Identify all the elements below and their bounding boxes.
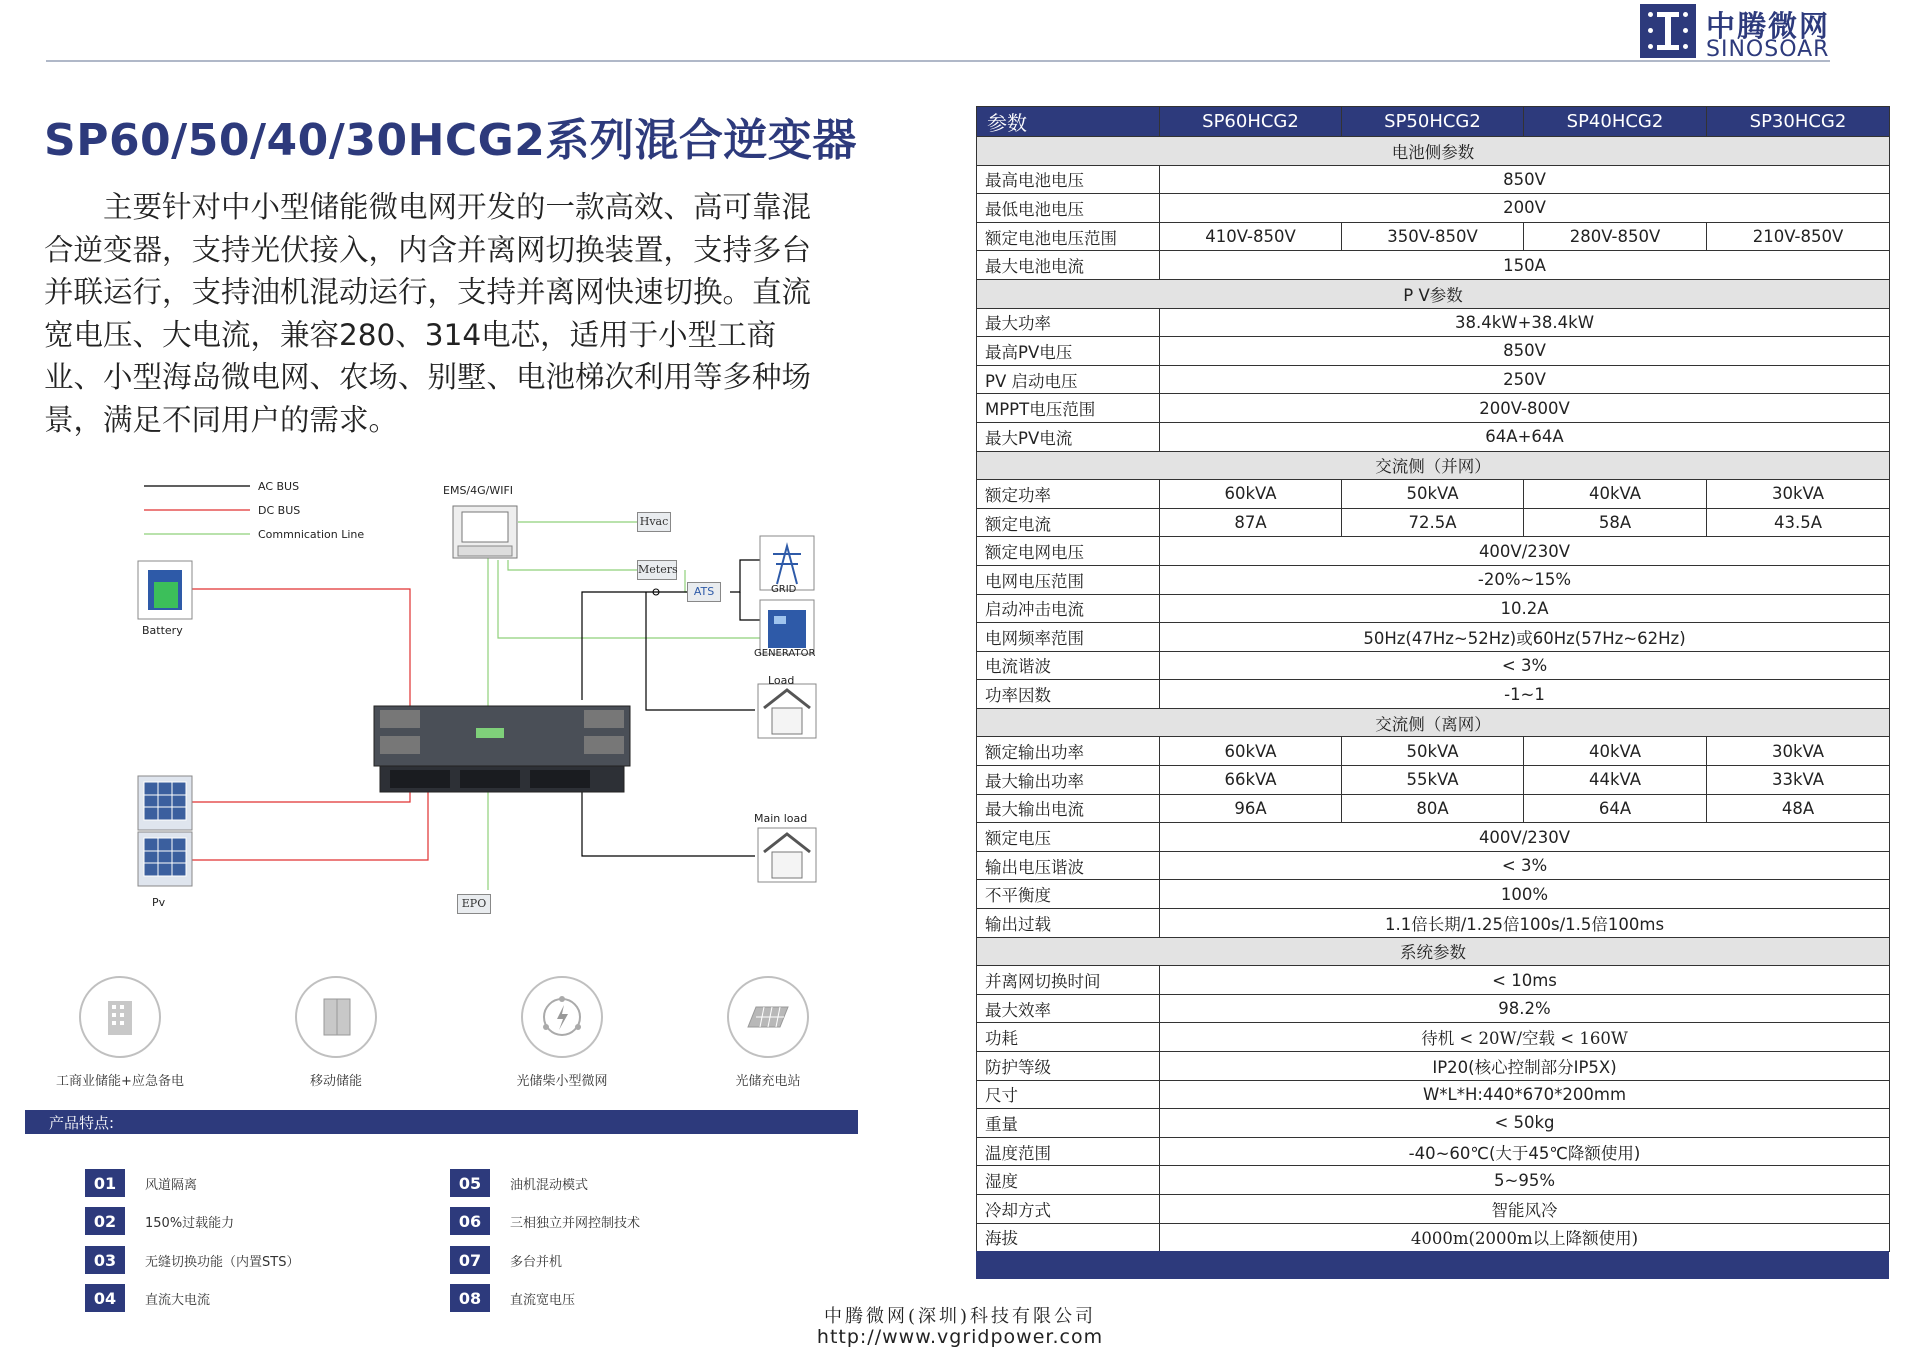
feature-label: 无缝切换功能（内置STS） [145, 1254, 300, 1270]
section-title: 交流侧（并网） [977, 451, 1890, 480]
spec-row [977, 251, 1890, 280]
spec-label: 最大输出功率 [977, 766, 1160, 795]
spec-label: 最大功率 [977, 308, 1160, 337]
spec-value: 50Hz(47Hz~52Hz)或60Hz(57Hz~62Hz) [1160, 623, 1890, 652]
main-load-label: Main load [754, 812, 808, 825]
spec-value: 40kVA [1524, 480, 1707, 509]
spec-value: 210V-850V [1707, 222, 1890, 251]
spec-value: < 3% [1160, 851, 1890, 880]
spec-value: 10.2A [1160, 594, 1890, 623]
feature-number: 07 [450, 1246, 490, 1274]
spec-label: 输出电压谐波 [977, 851, 1160, 880]
feature-label: 直流大电流 [145, 1292, 211, 1308]
spec-label: 额定电压 [977, 823, 1160, 852]
spec-value: 200V-800V [1160, 394, 1890, 423]
spec-label: 电网电压范围 [977, 565, 1160, 594]
spec-value: -20%~15% [1160, 565, 1890, 594]
application-mobile [216, 976, 456, 1089]
spec-row [977, 222, 1890, 251]
diagram-wiring [110, 470, 830, 920]
cabinet-icon [295, 976, 377, 1058]
spec-row [977, 1023, 1890, 1052]
feature-number: 03 [85, 1246, 125, 1274]
battery-label: Battery [142, 624, 183, 637]
brand-name-cn: 中腾微网 [1706, 9, 1831, 43]
spec-label: 温度范围 [977, 1137, 1160, 1166]
section-title: 系统参数 [977, 937, 1890, 966]
spec-label: 功率因数 [977, 680, 1160, 709]
spec-value: -40~60℃(大于45℃降额使用) [1160, 1137, 1890, 1166]
feature-label: 三相独立并网控制技术 [510, 1215, 641, 1231]
header-param: 参数 [977, 107, 1160, 137]
spec-row [977, 823, 1890, 852]
spec-value: 87A [1160, 508, 1342, 537]
spec-row [977, 966, 1890, 995]
spec-row [977, 194, 1890, 223]
spec-row [977, 394, 1890, 423]
application-microgrid [442, 976, 682, 1089]
feature-label: 油机混动模式 [510, 1177, 589, 1193]
spec-value: 待机 < 20W/空载 < 160W [1160, 1023, 1890, 1052]
spec-row [977, 1109, 1890, 1138]
spec-label: 电流谐波 [977, 651, 1160, 680]
spec-label: 并离网切换时间 [977, 966, 1160, 995]
spec-value: 60kVA [1160, 737, 1342, 766]
spec-label: 最大输出电流 [977, 794, 1160, 823]
spec-label: 重量 [977, 1109, 1160, 1138]
spec-row [977, 1223, 1890, 1252]
spec-label: 输出过载 [977, 909, 1160, 938]
feature-label: 150%过载能力 [145, 1215, 235, 1231]
load-label: Load [768, 674, 795, 687]
spec-row [977, 994, 1890, 1023]
spec-row [977, 794, 1890, 823]
feature-number: 08 [450, 1284, 490, 1312]
spec-value: 40kVA [1524, 737, 1707, 766]
spec-value: 350V-850V [1342, 222, 1524, 251]
spec-label: 最大PV电流 [977, 422, 1160, 451]
spec-table-header [977, 107, 1890, 137]
feature-number: 06 [450, 1207, 490, 1235]
header-model: SP40HCG2 [1524, 107, 1707, 137]
spec-value: 410V-850V [1160, 222, 1342, 251]
page-title: SP60/50/40/30HCG2系列混合逆变器 [44, 115, 857, 166]
spec-value: 80A [1342, 794, 1524, 823]
legend-ac-bus: AC BUS [258, 480, 300, 493]
spec-value: 200V [1160, 194, 1890, 223]
spec-label: 启动冲击电流 [977, 594, 1160, 623]
section-title: P V参数 [977, 279, 1890, 308]
logo-mark-icon [1640, 4, 1696, 58]
spec-value: 5~95% [1160, 1166, 1890, 1195]
spec-label: 额定电网电压 [977, 537, 1160, 566]
spec-label: 最高PV电压 [977, 337, 1160, 366]
feature-item [450, 1169, 588, 1197]
feature-label: 直流宽电压 [510, 1292, 576, 1308]
spec-label: 电网频率范围 [977, 623, 1160, 652]
application-charging [648, 976, 888, 1089]
spec-row [977, 909, 1890, 938]
feature-label: 多台并机 [510, 1254, 563, 1270]
system-diagram [110, 470, 830, 920]
table-footer-bar [976, 1251, 1889, 1279]
spec-value: 50kVA [1342, 480, 1524, 509]
spec-value: 280V-850V [1524, 222, 1707, 251]
pv-label: Pv [152, 896, 166, 909]
hvac-box: Hvac [637, 512, 671, 532]
spec-value: 250V [1160, 365, 1890, 394]
spec-value: 43.5A [1707, 508, 1890, 537]
spec-label: 最高电池电压 [977, 165, 1160, 194]
product-description: 主要针对中小型储能微电网开发的一款高效、高可靠混合逆变器，支持光伏接入，内含并离网切换装置，支持多台并联运行，支持油机混动运行，支持并离网快速切换。直流宽电压、大电流，兼容280、314电芯，适用于小型工商业、小型海岛微电网、农场、别墅、电池梯次利用等多种场景，满足不同用户的需求。 [44, 190, 812, 437]
spec-row [977, 1166, 1890, 1195]
header-divider [46, 60, 1830, 62]
brand-name-en: SINOSOAR [1706, 37, 1830, 62]
spec-row [977, 651, 1890, 680]
spec-value: 1.1倍长期/1.25倍100s/1.5倍100ms [1160, 909, 1890, 938]
spec-row [977, 1137, 1890, 1166]
generator-label: GENERATOR [754, 648, 816, 659]
feature-item [85, 1169, 197, 1197]
spec-value: 38.4kW+38.4kW [1160, 308, 1890, 337]
spec-label: 额定电池电压范围 [977, 222, 1160, 251]
spec-value: 30kVA [1707, 480, 1890, 509]
spec-label: 冷却方式 [977, 1194, 1160, 1223]
spec-value: 44kVA [1524, 766, 1707, 795]
spec-value: 850V [1160, 337, 1890, 366]
spec-label: 功耗 [977, 1023, 1160, 1052]
epo-box: EPO [457, 894, 491, 914]
spec-value: 66kVA [1160, 766, 1342, 795]
spec-label: 额定输出功率 [977, 737, 1160, 766]
spec-value: 50kVA [1342, 737, 1524, 766]
spec-label: 最大电池电流 [977, 251, 1160, 280]
ats-box: ATS [687, 582, 721, 602]
spec-value: 96A [1160, 794, 1342, 823]
features-title: 产品特点: [49, 1114, 115, 1132]
spec-value: 64A [1524, 794, 1707, 823]
spec-table [976, 106, 1890, 1252]
spec-row [977, 308, 1890, 337]
feature-number: 01 [85, 1169, 125, 1197]
application-commercial [0, 976, 240, 1089]
spec-row [977, 766, 1890, 795]
spec-label: 额定功率 [977, 480, 1160, 509]
feature-label: 风道隔离 [145, 1177, 198, 1193]
spec-value: 55kVA [1342, 766, 1524, 795]
spec-value: W*L*H:440*670*200mm [1160, 1080, 1890, 1109]
spec-row [977, 623, 1890, 652]
feature-number: 04 [85, 1284, 125, 1312]
spec-value: < 50kg [1160, 1109, 1890, 1138]
grid-label: GRID [771, 584, 797, 595]
section-row [977, 279, 1890, 308]
solar-panel-icon [727, 976, 809, 1058]
spec-row [977, 1194, 1890, 1223]
header-model: SP30HCG2 [1707, 107, 1890, 137]
spec-value: < 3% [1160, 651, 1890, 680]
application-label: 工商业储能+应急备电 [56, 1074, 184, 1089]
section-title: 电池侧参数 [977, 137, 1890, 166]
meters-box: Meters [637, 560, 677, 580]
spec-label: PV 启动电压 [977, 365, 1160, 394]
legend-dc-bus: DC BUS [258, 504, 301, 517]
features-header-bar [25, 1110, 858, 1134]
spec-value: < 10ms [1160, 966, 1890, 995]
feature-item [450, 1207, 640, 1235]
spec-row [977, 594, 1890, 623]
spec-row [977, 1080, 1890, 1109]
spec-value: 30kVA [1707, 737, 1890, 766]
feature-number: 05 [450, 1169, 490, 1197]
spec-value: IP20(核心控制部分IP5X) [1160, 1052, 1890, 1081]
spec-value: 400V/230V [1160, 823, 1890, 852]
spec-row [977, 365, 1890, 394]
header-model: SP60HCG2 [1160, 107, 1342, 137]
spec-row [977, 851, 1890, 880]
spec-value: 150A [1160, 251, 1890, 280]
application-label: 光储柴小型微网 [516, 1074, 608, 1089]
feature-number: 02 [85, 1207, 125, 1235]
section-row [977, 451, 1890, 480]
spec-value: 100% [1160, 880, 1890, 909]
spec-label: 最大效率 [977, 994, 1160, 1023]
section-row [977, 137, 1890, 166]
spec-row [977, 680, 1890, 709]
spec-row [977, 165, 1890, 194]
spec-row [977, 1052, 1890, 1081]
spec-value: 64A+64A [1160, 422, 1890, 451]
section-row [977, 708, 1890, 737]
spec-row [977, 508, 1890, 537]
spec-value: 60kVA [1160, 480, 1342, 509]
spec-label: 湿度 [977, 1166, 1160, 1195]
spec-row [977, 880, 1890, 909]
spec-row [977, 480, 1890, 509]
spec-row [977, 565, 1890, 594]
spec-label: 尺寸 [977, 1080, 1160, 1109]
spec-label: 海拔 [977, 1223, 1160, 1252]
spec-value: -1~1 [1160, 680, 1890, 709]
spec-value: 400V/230V [1160, 537, 1890, 566]
legend-comm-line: Commnication Line [258, 528, 365, 541]
building-icon [79, 976, 161, 1058]
feature-item [85, 1246, 299, 1274]
feature-item [85, 1207, 234, 1235]
company-name: 中腾微网(深圳)科技有限公司 [823, 1306, 1097, 1327]
spec-value: 850V [1160, 165, 1890, 194]
brand-logo [1640, 4, 1840, 62]
spec-label: 额定电流 [977, 508, 1160, 537]
spec-row [977, 422, 1890, 451]
microgrid-icon [521, 976, 603, 1058]
header-model: SP50HCG2 [1342, 107, 1524, 137]
application-label: 光储充电站 [735, 1074, 801, 1089]
spec-label: 防护等级 [977, 1052, 1160, 1081]
feature-item [450, 1246, 562, 1274]
spec-label: 最低电池电压 [977, 194, 1160, 223]
spec-row [977, 737, 1890, 766]
application-label: 移动储能 [309, 1074, 362, 1089]
spec-value: 72.5A [1342, 508, 1524, 537]
section-title: 交流侧（离网） [977, 708, 1890, 737]
spec-row [977, 537, 1890, 566]
spec-label: MPPT电压范围 [977, 394, 1160, 423]
spec-label: 不平衡度 [977, 880, 1160, 909]
spec-value: 48A [1707, 794, 1890, 823]
spec-value: 58A [1524, 508, 1707, 537]
spec-value: 4000m(2000m以上降额使用) [1160, 1223, 1890, 1252]
section-row [977, 937, 1890, 966]
spec-value: 33kVA [1707, 766, 1890, 795]
spec-row [977, 337, 1890, 366]
company-url[interactable]: http://www.vgridpower.com [816, 1326, 1104, 1348]
spec-value: 智能风冷 [1160, 1194, 1890, 1223]
ems-label: EMS/4G/WIFI [443, 484, 514, 497]
spec-value: 98.2% [1160, 994, 1890, 1023]
